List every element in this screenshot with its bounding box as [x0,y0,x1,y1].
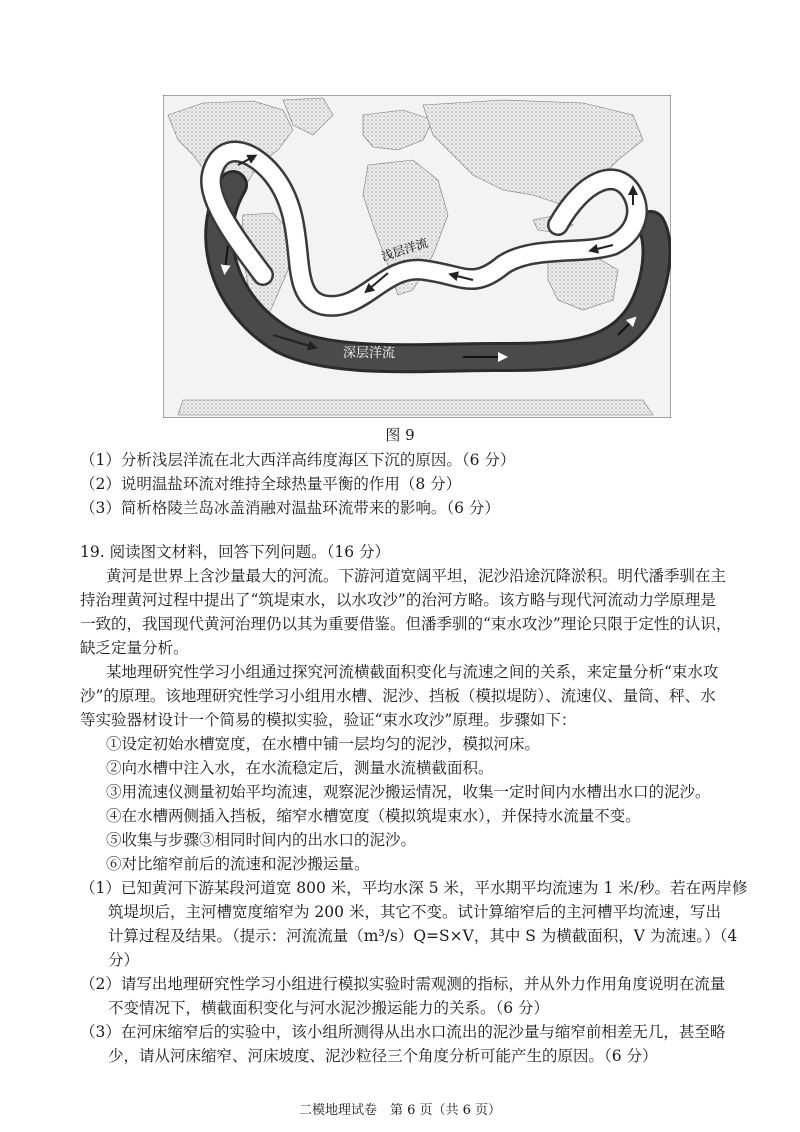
q19-sub1-line4: 分） [108,951,140,969]
q19-step-2: ②向水槽中注入水，在水流稳定后，测量水流横截面积。 [106,759,494,777]
q19-para1-line2: 持治理黄河过程中提出了“筑堤束水，以水攻沙”的治河方略。该方略与现代河流动力学原理是 [80,591,716,609]
q19-step-1: ①设定初始水槽宽度，在水槽中铺一层均匀的泥沙，模拟河床。 [106,735,541,753]
q18-item-2: （2）说明温盐环流对维持全球热量平衡的作用（8 分） [80,475,462,493]
q19-sub3-line1: （3）在河床缩窄后的实验中，该小组所测得从出水口流出的泥沙量与缩窄前相差无几，甚至略 [80,1023,726,1041]
q19-sub1-line1: （1）已知黄河下游某段河道宽 800 米，平均水深 5 米，平水期平均流速为 1 米/秒。若在两岸修 [80,879,748,897]
deep-current-label: 深层洋流 [343,346,396,361]
world-map-svg [163,95,671,418]
q19-para1-line4: 缺乏定量分析。 [80,639,189,657]
q19-header: 19. 阅读图文材料，回答下列问题。（16 分） [80,543,390,561]
shallow-current-label: 浅层洋流 [379,235,430,264]
figure-caption: 图 9 [385,426,415,444]
q19-sub2-line1: （2）请写出地理研究性学习小组进行模拟实验时需观测的指标，并从外力作用角度说明在流量 [80,975,726,993]
q18-item-1: （1）分析浅层洋流在北大西洋高纬度海区下沉的原因。（6 分） [80,451,516,469]
q19-sub2-line2: 不变情况下，横截面积变化与河水泥沙搬运能力的关系。（6 分） [108,999,550,1017]
q19-sub3-line2: 少，请从河床缩窄、河床坡度、泥沙粒径三个角度分析可能产生的原因。（6 分） [108,1047,658,1065]
page-footer: 二模地理试卷 第 6 页（共 6 页） [298,1103,502,1118]
q19-para2-line1: 某地理研究性学习小组通过探究河流横截面积变化与流速之间的关系，来定量分析“束水攻 [106,663,719,681]
q19-para2-line2: 沙”的原理。该地理研究性学习小组用水槽、泥沙、挡板（模拟堤防）、流速仪、量筒、秤、水 [80,687,716,705]
q19-step-6: ⑥对比缩窄前后的流速和泥沙搬运量。 [106,855,370,873]
q19-para2-line3: 等实验器材设计一个简易的模拟实验，验证“束水攻沙”原理。步骤如下： [80,711,577,729]
q19-sub1-line2: 筑堤坝后，主河槽宽度缩窄为 200 米，其它不变。试计算缩窄后的主河槽平均流速，写出 [108,903,721,921]
q19-sub1-line3: 计算过程及结果。（提示：河流流量（m³/s）Q=S×V，其中 S 为横截面积，V 为流速。）（4 [108,927,738,945]
q19-step-5: ⑤收集与步骤③相同时间内的出水口的泥沙。 [106,831,417,849]
q19-para1-line1: 黄河是世界上含沙量最大的河流。下游河道宽阔平坦，泥沙沿途沉降淤积。明代潘季驯在主 [106,567,727,585]
q19-step-4: ④在水槽两侧插入挡板，缩窄水槽宽度（模拟筑堤束水），并保持水流量不变。 [106,807,641,825]
q19-para1-line3: 一致的，我国现代黄河治理仍以其为重要借鉴。但潘季驯的“束水攻沙”理论只限于定性的认识， [80,615,732,633]
thermohaline-map [163,95,671,418]
q19-step-3: ③用流速仪测量初始平均流速，观察泥沙搬运情况，收集一定时间内水槽出水口的泥沙。 [106,783,711,801]
q18-item-3: （3）简析格陵兰岛冰盖消融对温盐环流带来的影响。（6 分） [80,499,500,517]
